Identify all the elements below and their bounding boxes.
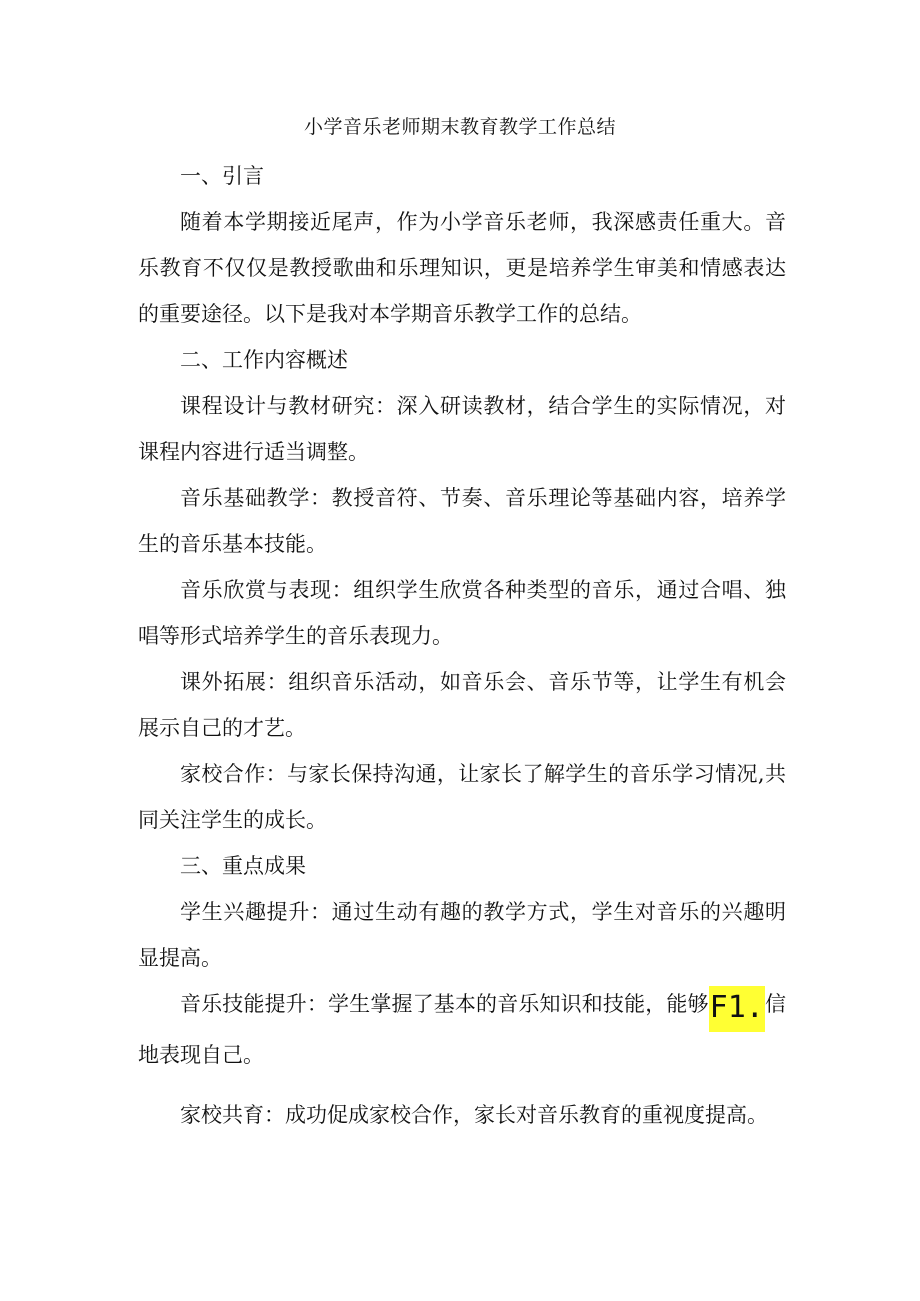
section-heading-key-results: 三、重点成果	[180, 854, 306, 878]
paragraph-appreciation: 音乐欣赏与表现：组织学生欣赏各种类型的音乐，通过合唱、独唱等形式培养学生的音乐表现力。	[138, 578, 786, 648]
paragraph-coeducation: 家校共育：成功促成家校合作，家长对音乐教育的重视度提高。	[180, 1103, 768, 1127]
document-body	[138, 153, 786, 1138]
paragraph-extracurricular: 课外拓展：组织音乐活动，如音乐会、音乐节等，让学生有机会展示自己的才艺。	[138, 670, 786, 740]
paragraph-interest: 学生兴趣提升：通过生动有趣的教学方式，学生对音乐的兴趣明显提高。	[138, 900, 786, 970]
paragraph-home-school: 家校合作：与家长保持沟通，让家长了解学生的音乐学习情况,共同关注学生的成长。	[138, 762, 786, 832]
paragraph-basic-teaching: 音乐基础教学：教授音符、节奏、音乐理论等基础内容，培养学生的音乐基本技能。	[138, 486, 786, 556]
highlighted-text: F1.	[709, 986, 765, 1032]
section-heading-intro: 一、引言	[180, 164, 264, 188]
paragraph-course-design: 课程设计与教材研究：深入研读教材，结合学生的实际情况，对课程内容进行适当调整。	[138, 394, 786, 464]
paragraph-skills-after: 信地表现自己。	[138, 992, 787, 1067]
document-title: 小学音乐老师期末教育教学工作总结	[303, 116, 616, 138]
section-heading-work-overview: 二、工作内容概述	[180, 348, 348, 372]
paragraph-intro: 随着本学期接近尾声，作为小学音乐老师，我深感责任重大。音乐教育不仅仅是教授歌曲和乐理知识，更是培养学生审美和情感表达的重要途径。以下是我对本学期音乐教学工作的总结。	[138, 210, 786, 326]
paragraph-skills	[138, 981, 786, 1078]
paragraph-skills-before: 音乐技能提升：学生掌握了基本的音乐知识和技能，能够	[180, 992, 709, 1016]
